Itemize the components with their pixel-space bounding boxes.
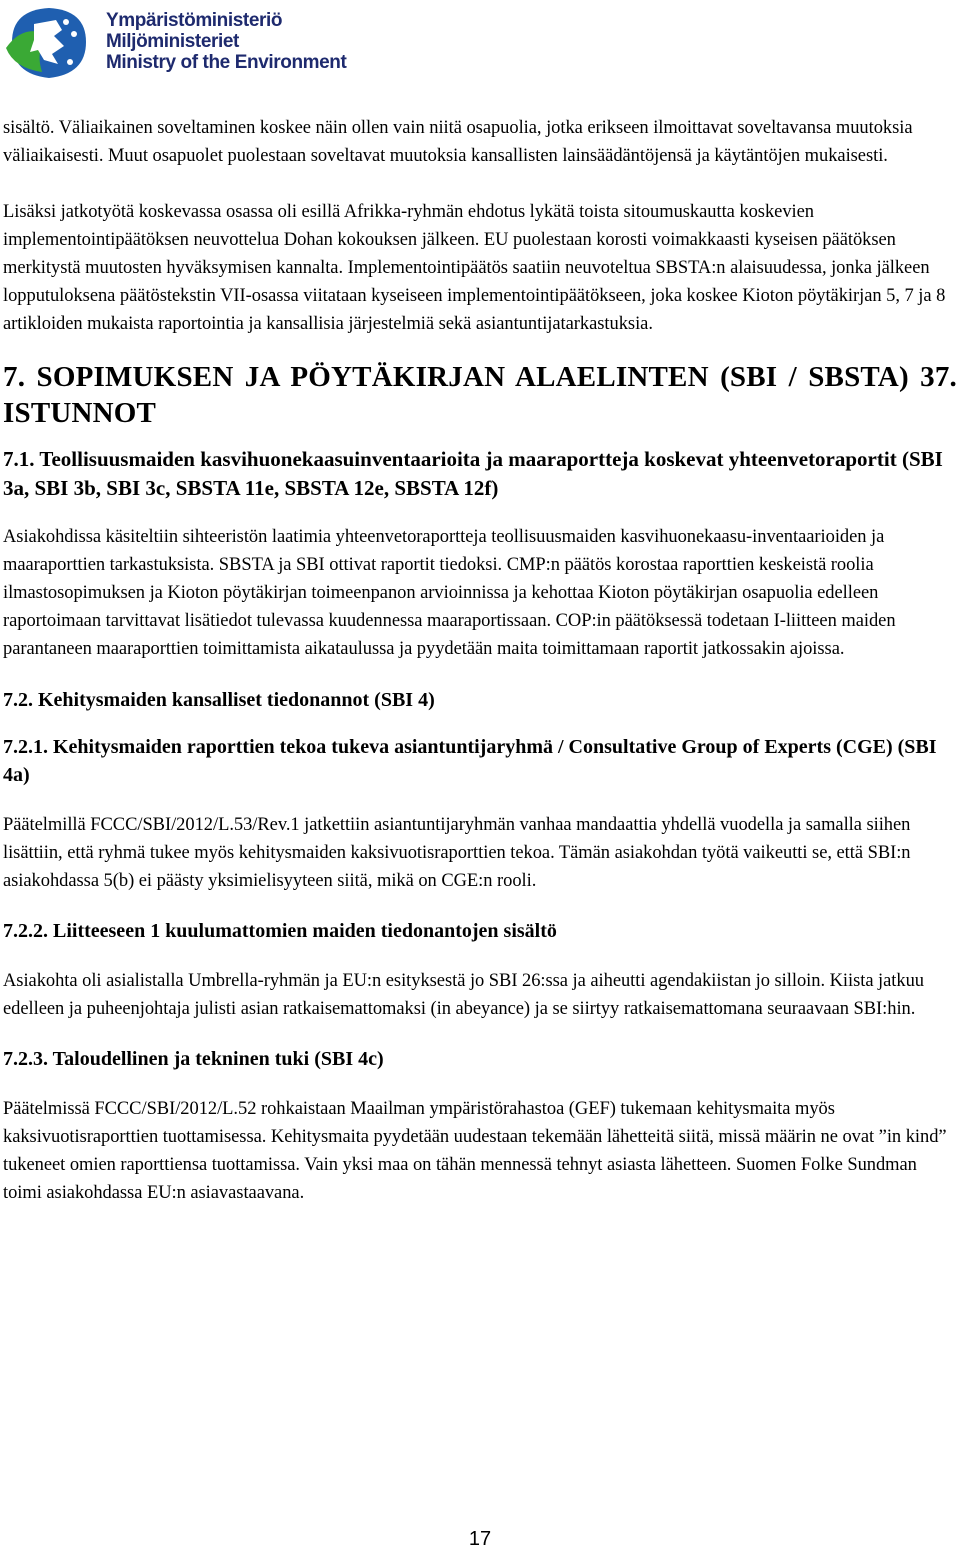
logo-line-sv: Miljöministeriet: [106, 31, 239, 52]
paragraph-implementation: Lisäksi jatkotyötä koskevassa osassa oli esillä Afrikka-ryhmän ehdotus lykätä toista sitoumuskautta koskevien implementointipäätöksen neuvottelua Dohan kokouksen jälkeen. EU puolestaan korosti voimakkaasti kyseisen päätöksen merkitystä muutosten hyväksymisen kannalta. Implementointipäätös saatiin neuvoteltua SBSTA:n alaisuudessa, jonka jälkeen lopputuloksena päätöstekstin VII-osassa viitataan kyseiseen implementointipäätökseen, joka koskee Kioton pöytäkirjan 5, 7 ja 8 artikloiden mukaista raportointia ja kansallisia järjestelmiä sekä asiantuntijatarkastuksia.: [3, 202, 946, 334]
section-heading-7-2-3: 7.2.3. Taloudellinen ja tekninen tuki (SBI 4c): [3, 1048, 384, 1070]
section-heading-7-2-1: 7.2.1. Kehitysmaiden raporttien tekoa tukeva asiantuntijaryhmä / Consultative Group of Experts (CGE) (SBI 4a): [3, 736, 937, 786]
paragraph-continuation: sisältö. Väliaikainen soveltaminen koskee näin ollen vain niitä osapuolia, jotka erikseen ilmoittavat soveltavansa muutoksia väliaikaisesti. Muut osapuolet puolestaan soveltavat muutoksia kansallisten lainsäädäntöjensä ja käytäntöjen mukaisesti.: [3, 118, 913, 166]
logo-line-en: Ministry of the Environment: [106, 52, 347, 73]
logo-wordmark: [106, 10, 346, 73]
logo-line-fi: Ympäristöministeriö: [106, 10, 283, 31]
section-heading-7-1: 7.1. Teollisuusmaiden kasvihuonekaasuinventaarioita ja maaraportteja koskevat yhteenvetoraportit (SBI 3a, SBI 3b, SBI 3c, SBSTA 11e, SBSTA 12e, SBSTA 12f): [3, 447, 943, 500]
section-heading-7-2-2: 7.2.2. Liitteeseen 1 kuulumattomien maiden tiedonantojen sisältö: [3, 920, 557, 942]
paragraph-inventory-reports: Asiakohdissa käsiteltiin sihteeristön laatimia yhteenvetoraportteja teollisuusmaiden kasvihuonekaasu-inventaarioiden ja maaraporttien tarkastuksista. SBSTA ja SBI ottivat raportit tiedoksi. CMP:n päätös korostaa raporttien keskeistä roolia ilmastosopimuksen ja Kioton pöytäkirjan toimeenpanon arvioinnissa ja kehottaa Kioton pöytäkirjan osapuolia edelleen raportoimaan tarvittavat lisätiedot tulevassa kuudennessa maaraportissaan. COP:in päätöksessä todetaan I-liitteen maiden parantaneen maaraporttien toimittamista aikataulussa ja pyydetään maita toimittamaan raportit jatkossakin ajoissa.: [3, 527, 896, 659]
paragraph-cge: Päätelmillä FCCC/SBI/2012/L.53/Rev.1 jatkettiin asiantuntijaryhmän vanhaa mandaattia yhdellä vuodella ja samalla siihen lisättiin, että ryhmä tukee myös kehitysmaiden kaksivuotisraporttien tekoa. Tämän asiakohdan työtä vaikeutti se, että SBI:n asiakohdassa 5(b) ei päästy yksimielisyyteen siitä, mikä on CGE:n rooli.: [3, 815, 911, 891]
ministry-emblem-icon: [4, 2, 94, 82]
ministry-logo: [4, 2, 349, 82]
paragraph-financial-support: Päätelmissä FCCC/SBI/2012/L.52 rohkaistaan Maailman ympäristörahastoa (GEF) tukemaan kehitysmaita myös kaksivuotisraporttien tuottamisessa. Kehitysmaita pyydetään uudestaan tekemään lähetteitä siitä, missä määrin ne ovat ”in kind” tukeneet omien raporttiensa tuottamissa. Vain yksi maa on tähän mennessä tehnyt asiasta lähetteen. Suomen Folke Sundman toimi asiakohdassa EU:n asiavastaavana.: [3, 1099, 947, 1203]
page-number: 17: [468, 1528, 492, 1550]
section-heading-7-2: 7.2. Kehitysmaiden kansalliset tiedonannot (SBI 4): [3, 689, 435, 711]
paragraph-annex-content: Asiakohta oli asialistalla Umbrella-ryhmän ja EU:n esityksestä jo SBI 26:ssa ja aiheutti agendakiistan jo silloin. Kiista jatkuu edelleen ja puheenjohtaja julisti asian ratkaisemattomaksi (in abeyance) ja se siirtyy ratkaisemattomana seuraavaan SBI:hin.: [3, 971, 924, 1019]
section-heading-7: 7. SOPIMUKSEN JA PÖYTÄKIRJAN ALAELINTEN (SBI / SBSTA) 37. ISTUNNOT: [3, 361, 957, 429]
document-body: [3, 114, 957, 1207]
